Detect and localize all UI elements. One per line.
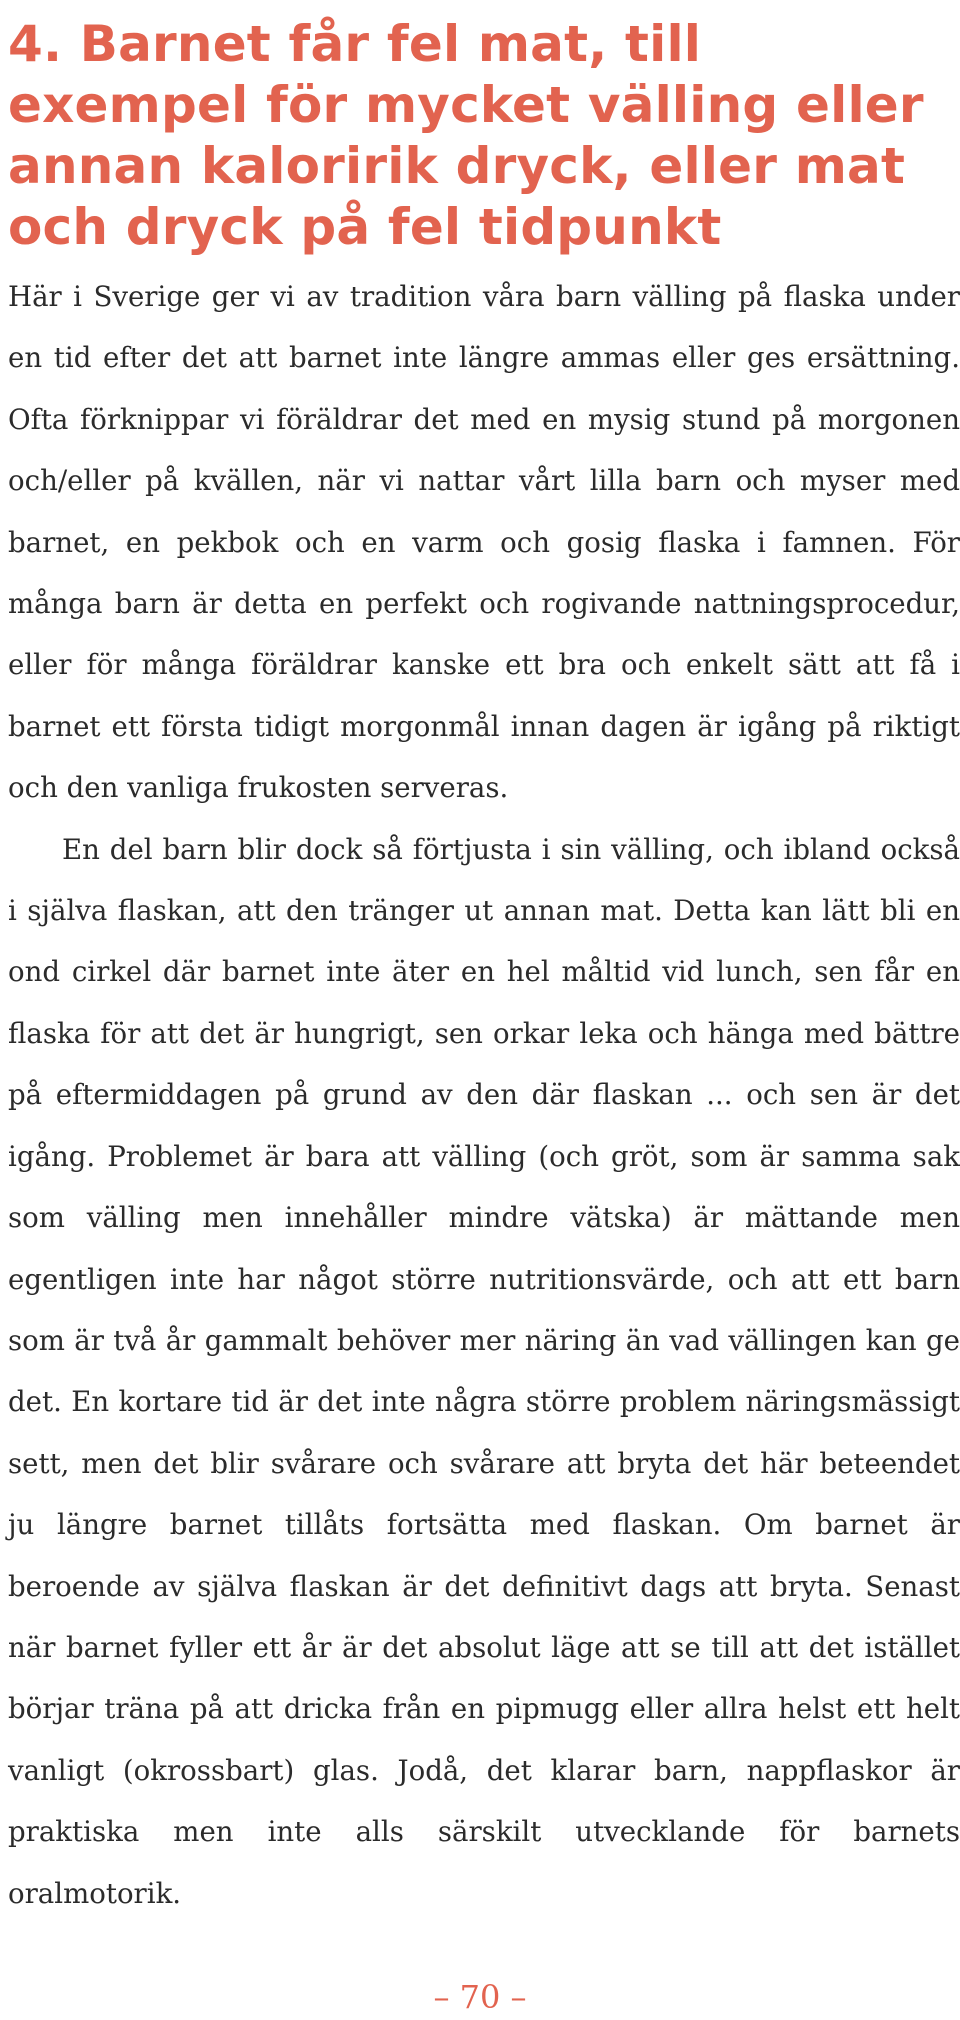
page-number: – 70 – [433,1978,527,2016]
paragraph-2: En del barn blir dock så förtjusta i sin välling, och ibland också i själva flaskan, att den tränger ut annan mat. Detta kan lätt bli en ond cirkel där barnet inte äter en hel måltid vid lunch, sen får en flaska för att det är hungrigt, sen orkar leka och hänga med bättre på eftermiddagen på grund av den där flaskan ... och sen är det igång. Problemet är bara att välling (och gröt, som är samma sak som välling men innehåller mindre vätska) är mättande men egentligen inte har något större nutritionsvärde, och att ett barn som är två år gammalt behöver mer näring än vad vällingen kan ge det. En kortare tid är det inte några större problem näringsmässigt sett, men det blir svårare och svårare att bryta det här beteendet ju längre barnet tillåts fortsätta med flaskan. Om barnet är beroende av själva flaskan är det definitivt dags att bryta. Senast när barnet fyller ett år är det absolut läge att se till att det istället börjar träna på att dricka från en pipmugg eller allra helst ett helt vanligt (okrossbart) glas. Jodå, det klarar barn, nappflaskor är praktiska men inte alls särskilt utvecklande för barnets oralmotorik. [8,832,960,1910]
section-heading: 4. Barnet får fel mat, till exempel för mycket välling eller annan kaloririk dryck, eller mat och dryck på fel tidpunkt [8,15,924,256]
body-text [8,266,960,1924]
paragraph-1: Här i Sverige ger vi av tradition våra barn välling på flaska under en tid efter det att barnet inte längre ammas eller ges ersättning. Ofta förknippar vi föräldrar det med en mysig stund på morgonen och/eller på kvällen, när vi nattar vårt lilla barn och myser med barnet, en pekbok och en varm och gosig flaska i famnen. För många barn är detta en perfekt och rogivande nattningsprocedur, eller för många föräldrar kanske ett bra och enkelt sätt att få i barnet ett första tidigt morgonmål innan dagen är igång på riktigt och den vanliga frukosten serveras. [8,280,960,805]
